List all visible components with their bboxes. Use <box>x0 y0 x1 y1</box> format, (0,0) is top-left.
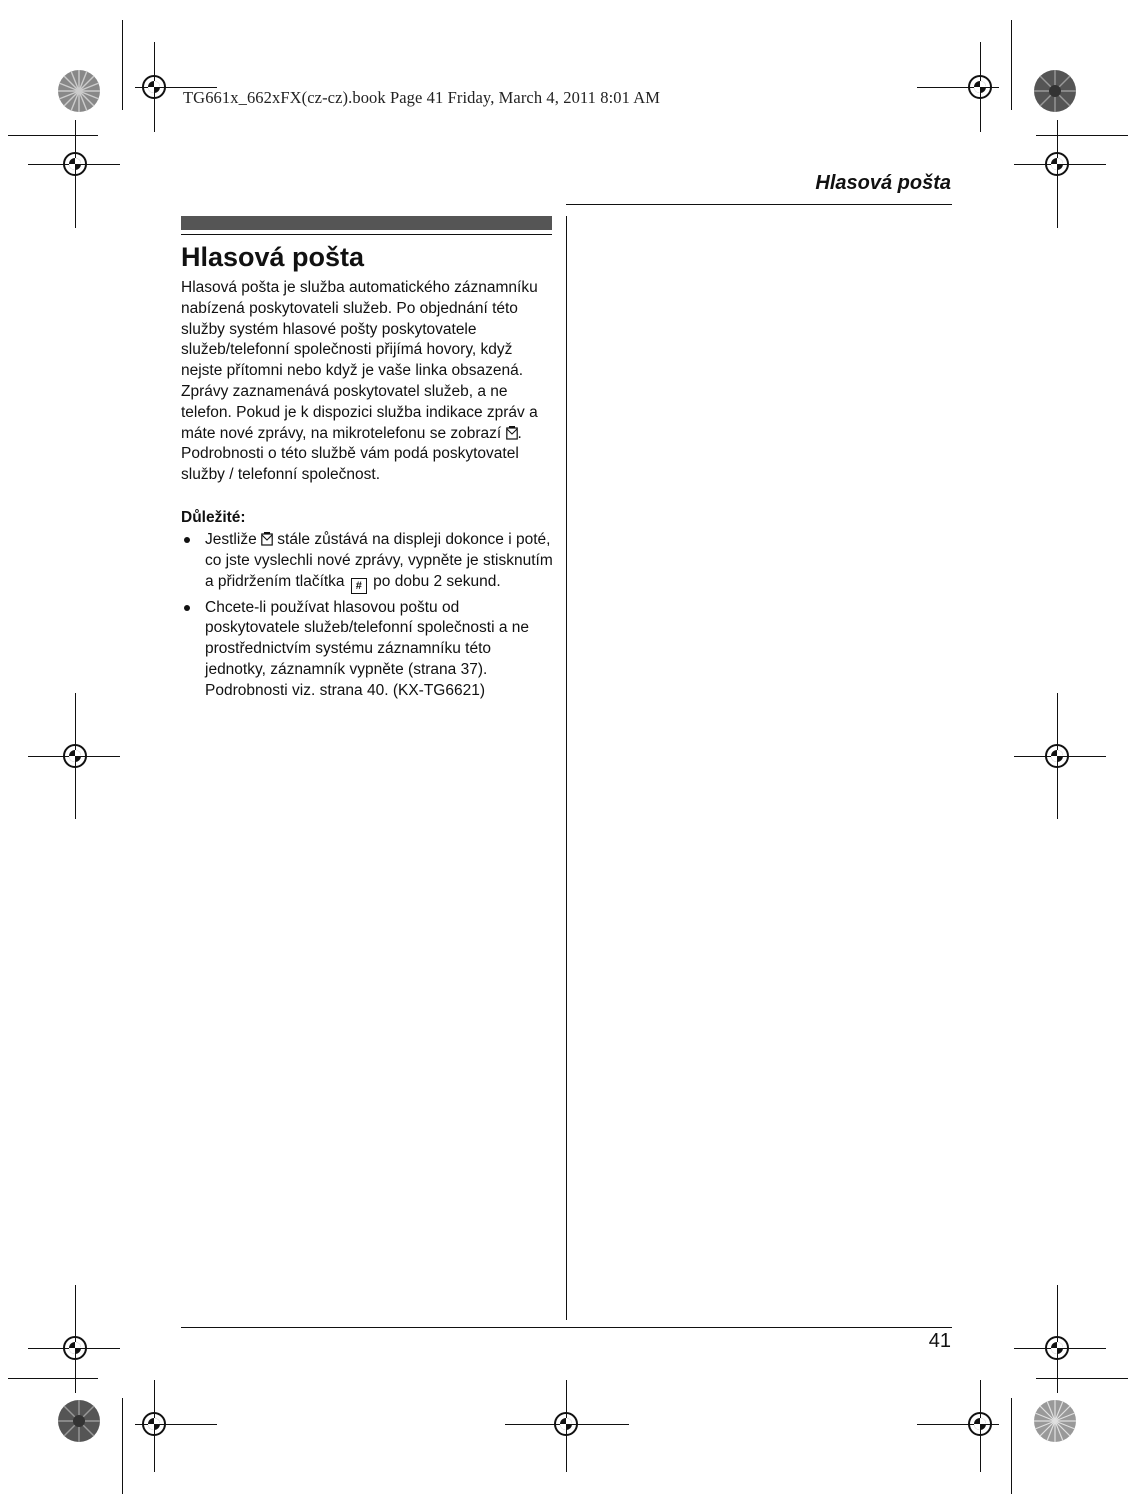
crop-mark <box>8 1378 98 1379</box>
registration-mark-icon <box>1040 1331 1074 1365</box>
page-number: 41 <box>928 1330 951 1352</box>
list-item <box>181 598 553 702</box>
crop-mark <box>1011 20 1012 110</box>
registration-mark-icon <box>137 70 171 104</box>
bullet1-part1: Jestliže <box>205 531 261 548</box>
section-title-rule <box>181 234 552 235</box>
important-list <box>181 530 553 706</box>
color-bar-star-icon <box>56 68 102 114</box>
section-title-bar <box>181 216 552 230</box>
bullet1-part2: stále zůstává na displeji dokonce i poté, co jste vyslechli nové zprávy, vypněte je stisknutím a přidržením tlačítka <box>205 531 553 590</box>
registration-mark-icon <box>549 1407 583 1441</box>
column-divider <box>566 216 567 1320</box>
list-item <box>181 530 553 594</box>
crop-mark <box>8 135 98 136</box>
crop-mark <box>1036 135 1128 136</box>
intro-text-part1: Hlasová pošta je služba automatického záznamníku nabízená poskytovateli služeb. Po objednání této služby systém hlasové pošty poskytovatele služeb/telefonní společnosti přijímá hovory, když nejste přítomni nebo když je vaše linka obsazená. Zprávy zaznamenává poskytovatel služeb, a ne telefon. Pokud je k dispozici služba indikace zpráv a máte nové zprávy, na mikrotelefonu se zobrazí <box>181 279 538 442</box>
intro-paragraph <box>181 278 553 486</box>
header-rule <box>566 204 952 205</box>
crop-mark <box>1011 1398 1012 1494</box>
registration-mark-icon <box>58 147 92 181</box>
registration-mark-icon <box>963 1407 997 1441</box>
footer-rule <box>181 1327 952 1328</box>
color-bar-star-icon <box>56 1398 102 1444</box>
bullet-icon <box>184 537 190 543</box>
registration-mark-icon <box>137 1407 171 1441</box>
voicemail-envelope-icon <box>261 532 273 546</box>
intro-text-part2: . Podrobnosti o této službě vám podá poskytovatel služby / telefonní společnost. <box>181 424 522 484</box>
color-bar-star-icon <box>1032 68 1078 114</box>
running-header: Hlasová pošta <box>815 172 951 194</box>
slug-line: TG661x_662xFX(cz-cz).book Page 41 Friday, March 4, 2011 8:01 AM <box>183 88 661 107</box>
section-title: Hlasová pošta <box>181 242 365 272</box>
registration-mark-icon <box>963 70 997 104</box>
bullet2-text: Chcete-li používat hlasovou poštu od poskytovatele služeb/telefonní společnosti a ne prostřednictvím systému záznamníku této jednotky, záznamník vypněte (strana 37). Podrobnosti viz. strana 40. (KX-TG6621) <box>205 598 529 699</box>
voicemail-envelope-icon <box>506 426 518 440</box>
crop-mark <box>1036 1378 1128 1379</box>
hash-key-icon: # <box>351 578 367 594</box>
registration-mark-icon <box>58 739 92 773</box>
registration-mark-icon <box>1040 147 1074 181</box>
color-bar-star-icon <box>1032 1398 1078 1444</box>
important-label: Důležité: <box>181 509 246 526</box>
registration-mark-icon <box>58 1331 92 1365</box>
bullet-icon <box>184 605 190 611</box>
crop-mark <box>122 1398 123 1494</box>
registration-mark-icon <box>1040 739 1074 773</box>
crop-mark <box>122 20 123 110</box>
bullet1-part3: po dobu 2 sekund. <box>368 572 501 590</box>
